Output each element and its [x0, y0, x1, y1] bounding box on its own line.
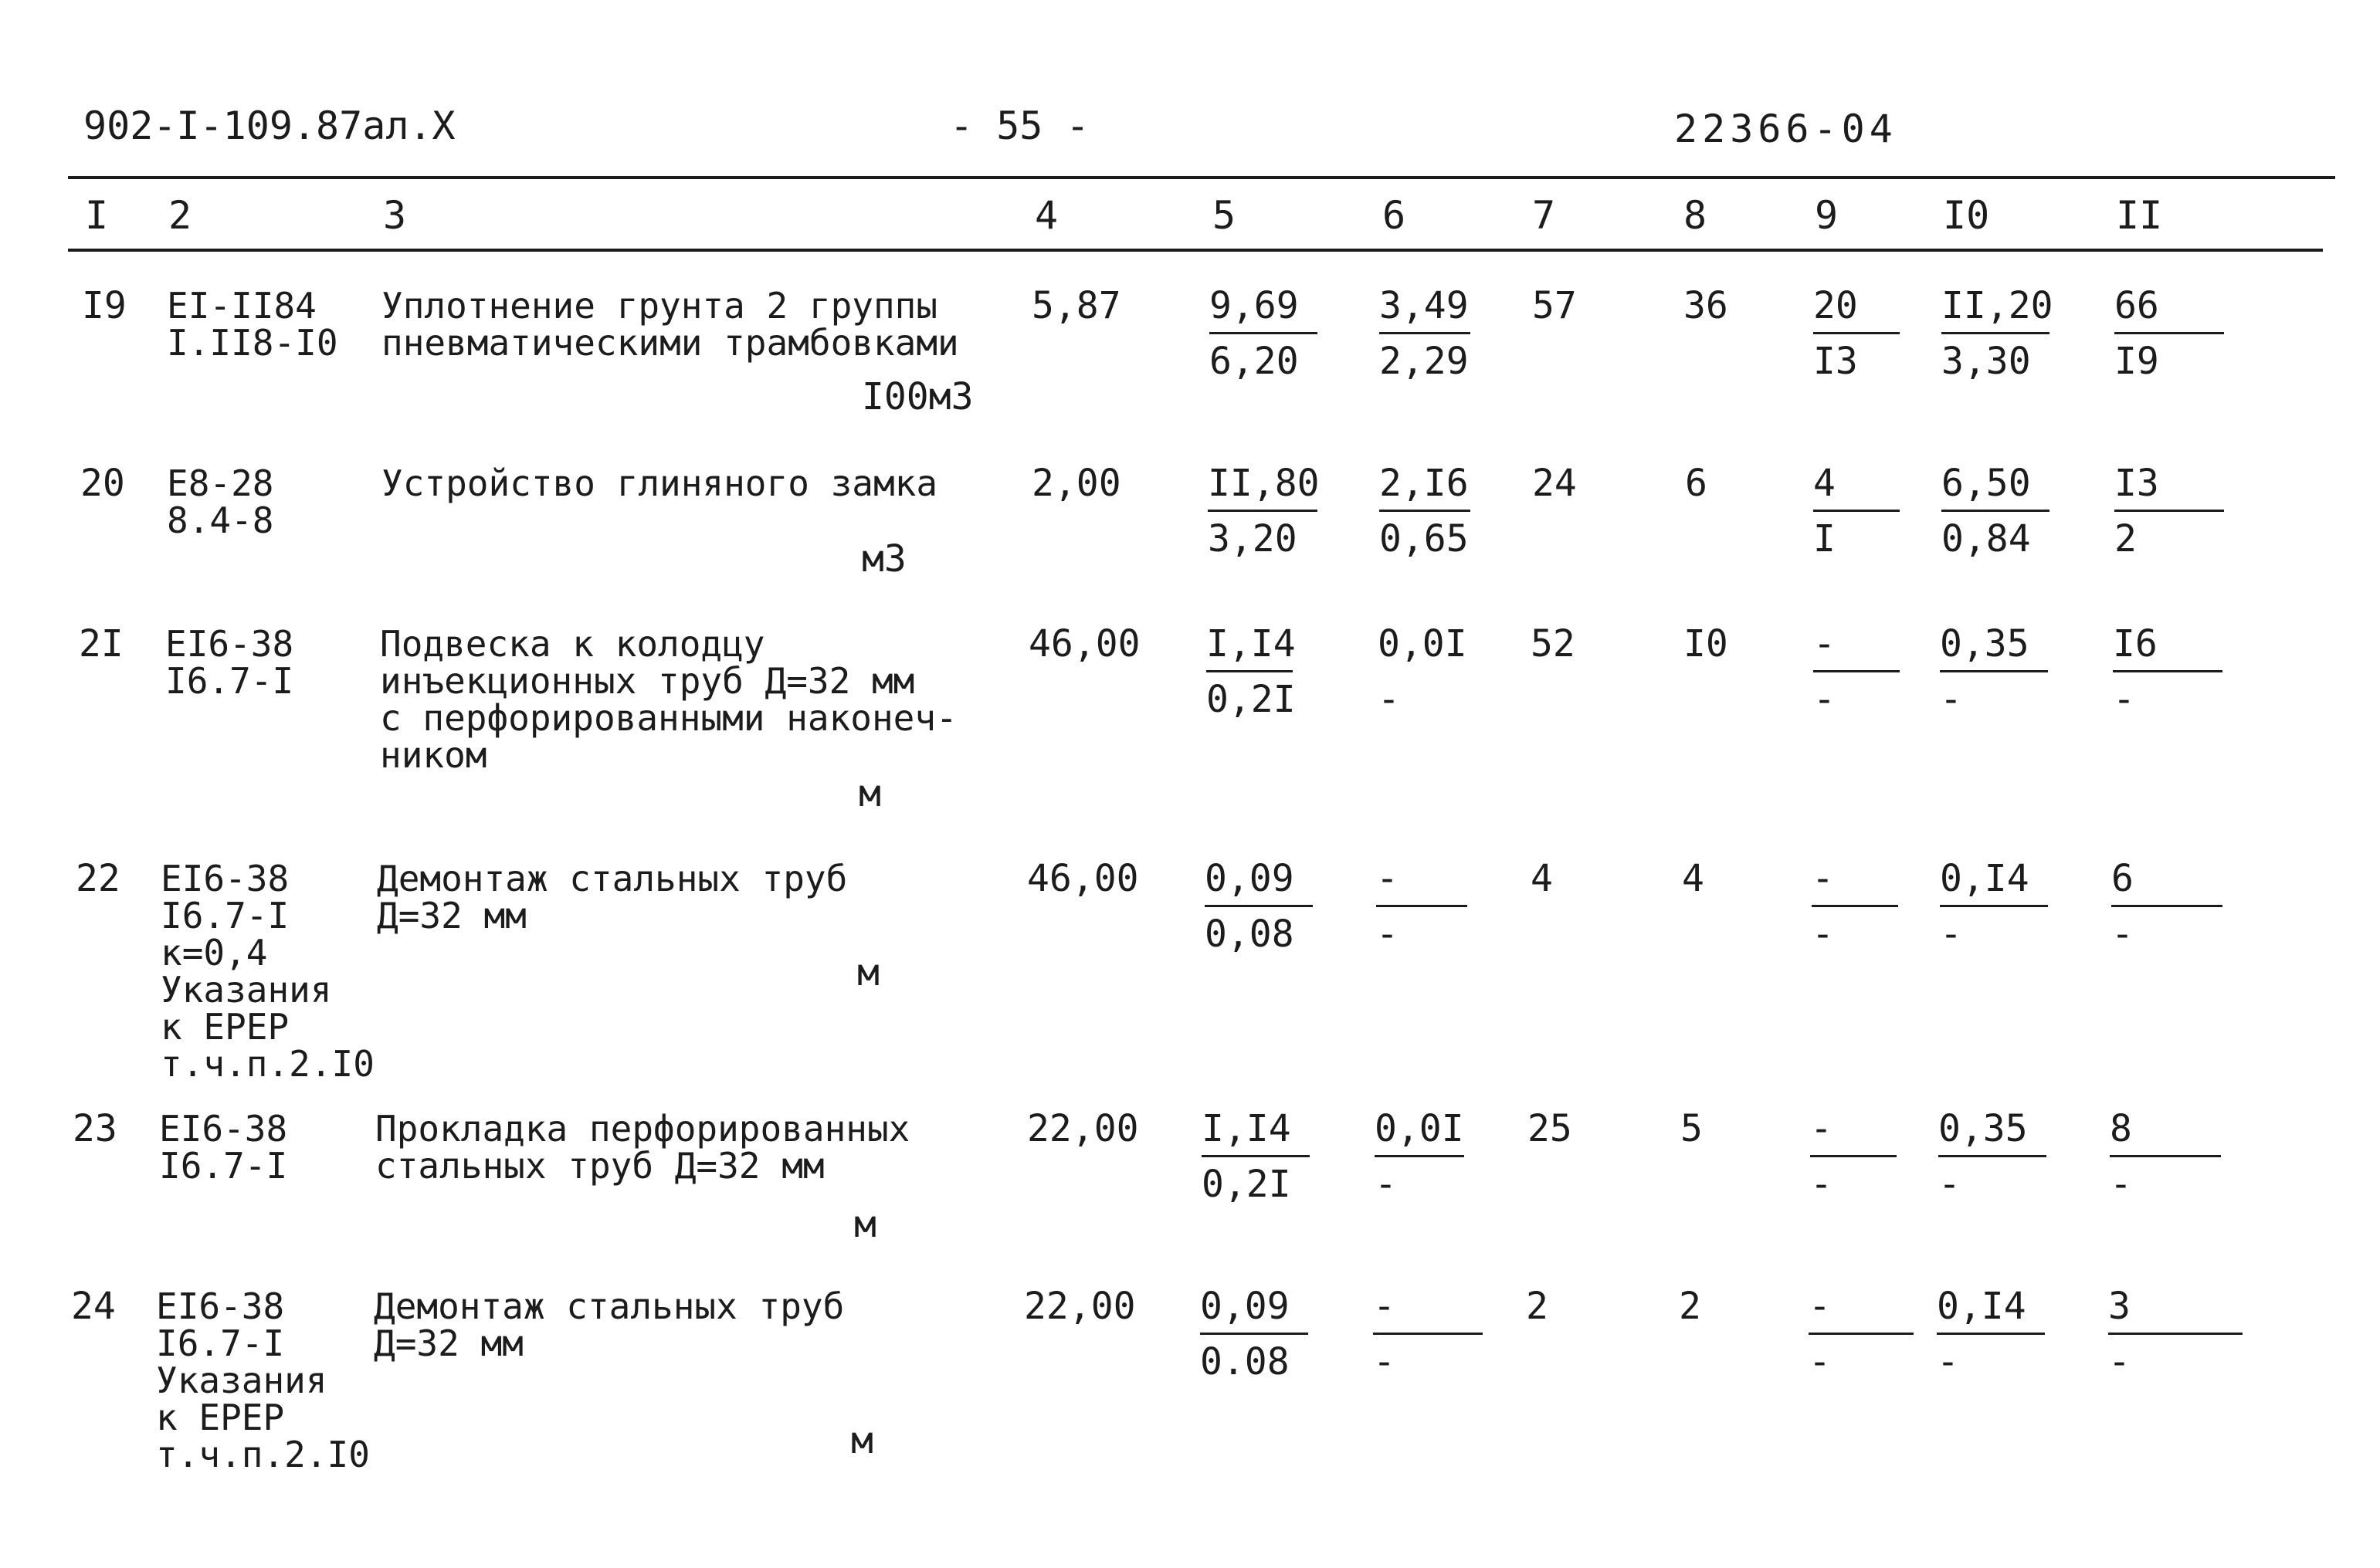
quantity-value: 46,00 [1027, 857, 1139, 900]
value-col8: 5 [1680, 1107, 1703, 1150]
fraction-top: 0,35 [1938, 1107, 2028, 1150]
fraction-bottom: - [2111, 913, 2134, 956]
fraction-bottom: - [1375, 1163, 1397, 1206]
fraction-top: I3 [2114, 462, 2159, 505]
fraction-bar [1208, 510, 1317, 512]
fraction-top: II,20 [1941, 284, 2053, 327]
work-description-line: Демонтаж стальных труб [377, 858, 848, 899]
fraction-bar [1373, 1333, 1483, 1335]
fraction-top: 66 [2114, 284, 2159, 327]
column-header: 3 [383, 193, 407, 238]
value-col8: I0 [1683, 622, 1728, 665]
fraction-bar [1941, 510, 2049, 512]
value-col8: 2 [1679, 1285, 1701, 1328]
unit-label: м [859, 772, 881, 815]
fraction-bar [1813, 670, 1900, 672]
fraction-bar [1209, 332, 1317, 334]
norm-code-line: к ЕРЕР [161, 1006, 290, 1048]
row-number: 24 [71, 1285, 116, 1328]
fraction-bar [2113, 670, 2222, 672]
fraction-top: 0,35 [1940, 622, 2029, 665]
fraction-bottom: 3,20 [1208, 517, 1297, 560]
value-col7: 2 [1526, 1285, 1548, 1328]
quantity-value: 22,00 [1024, 1285, 1136, 1328]
fraction-top: 0,0I [1375, 1107, 1464, 1150]
fraction-bottom: 2,29 [1379, 340, 1469, 383]
header-bottom-rule [68, 249, 2323, 252]
column-header: 9 [1815, 193, 1839, 238]
fraction-bar [1937, 1333, 2045, 1335]
fraction-bar [2108, 1333, 2243, 1335]
fraction-bar [1200, 1333, 1308, 1335]
row-number: I9 [82, 284, 127, 327]
fraction-top: 0,I4 [1937, 1285, 2026, 1328]
norm-code-line: Указания [156, 1360, 327, 1401]
work-description-line: Прокладка перфорированных [375, 1108, 910, 1150]
fraction-top: 20 [1813, 284, 1858, 327]
norm-code-line: I6.7-I [161, 895, 290, 936]
norm-code-line: т.ч.п.2.I0 [156, 1434, 370, 1475]
fraction-bar [1810, 1155, 1897, 1157]
unit-label: м [854, 1203, 876, 1246]
fraction-top: 0,09 [1205, 857, 1294, 900]
fraction-bar [1202, 1155, 1310, 1157]
fraction-top: - [1813, 622, 1836, 665]
fraction-top: I6 [2113, 622, 2158, 665]
fraction-bar [1379, 332, 1470, 334]
table-top-rule [68, 176, 2335, 179]
fraction-top: 0,09 [1200, 1285, 1290, 1328]
work-description-line: Подвеска к колодцу [380, 623, 765, 665]
fraction-top: 3 [2108, 1285, 2131, 1328]
quantity-value: 22,00 [1027, 1107, 1139, 1150]
sheet-code: 22366-04 [1674, 107, 1897, 151]
fraction-top: 9,69 [1209, 284, 1299, 327]
norm-code-line: к ЕРЕР [156, 1397, 285, 1438]
quantity-value: 46,00 [1029, 622, 1141, 665]
fraction-bottom: - [1937, 1340, 1959, 1383]
doc-code: 902-I-109.87ал.X [83, 103, 456, 148]
fraction-top: I,I4 [1202, 1107, 1291, 1150]
work-description-line: стальных труб Д=32 мм [375, 1145, 825, 1187]
norm-code-line: т.ч.п.2.I0 [161, 1043, 375, 1085]
norm-code-line: EI6-38 [159, 1108, 288, 1150]
column-header: 7 [1532, 193, 1556, 238]
fraction-bottom: I [1813, 517, 1836, 560]
column-header: II [2116, 193, 2163, 238]
fraction-bottom: 0.08 [1200, 1340, 1290, 1383]
column-header: 4 [1035, 193, 1059, 238]
unit-label: м [857, 951, 880, 994]
fraction-bar [2114, 332, 2224, 334]
fraction-bottom: - [1810, 1163, 1832, 1206]
work-description-line: с перфорированными наконеч- [380, 697, 958, 739]
fraction-bar [1940, 670, 2048, 672]
fraction-bottom: - [1938, 1163, 1961, 1206]
fraction-top: 6,50 [1941, 462, 2031, 505]
fraction-top: 4 [1813, 462, 1836, 505]
fraction-bottom: - [2108, 1340, 2131, 1383]
fraction-bar [1205, 905, 1313, 907]
fraction-bar [1940, 905, 2048, 907]
norm-code-line: EI-II84 [167, 285, 317, 327]
norm-code-line: 8.4-8 [167, 500, 274, 541]
column-header: I0 [1943, 193, 1990, 238]
fraction-bar [1812, 905, 1898, 907]
norm-code-line: I6.7-I [156, 1322, 285, 1364]
fraction-bottom: - [1940, 678, 1962, 721]
fraction-bottom: - [1376, 913, 1399, 956]
work-description-line: пневматическими трамбовками [381, 322, 959, 364]
value-col8: 36 [1683, 284, 1728, 327]
fraction-bar [1206, 670, 1293, 672]
fraction-bar [1938, 1155, 2046, 1157]
fraction-top: 6 [2111, 857, 2134, 900]
value-col7: 4 [1531, 857, 1553, 900]
norm-code-line: Указания [161, 969, 332, 1011]
fraction-top: 8 [2110, 1107, 2132, 1150]
column-header: 5 [1212, 193, 1236, 238]
fraction-bottom: - [2113, 678, 2135, 721]
fraction-top: - [1809, 1285, 1831, 1328]
fraction-bar [1375, 1155, 1464, 1157]
row-number: 2I [79, 622, 124, 665]
fraction-bottom: 2 [2114, 517, 2137, 560]
fraction-bar [1813, 332, 1900, 334]
value-col7: 25 [1527, 1107, 1572, 1150]
row-number: 23 [73, 1107, 117, 1150]
fraction-bar [1813, 510, 1900, 512]
fraction-top: - [1810, 1107, 1832, 1150]
fraction-top: I,I4 [1206, 622, 1296, 665]
column-header: 8 [1683, 193, 1707, 238]
fraction-top: - [1812, 857, 1834, 900]
unit-label: м [851, 1419, 873, 1462]
fraction-bottom: - [1813, 678, 1836, 721]
fraction-top: - [1373, 1285, 1395, 1328]
fraction-bottom: - [1809, 1340, 1831, 1383]
fraction-bottom: 0,65 [1379, 517, 1469, 560]
fraction-bar [2111, 905, 2222, 907]
fraction-top: 2,I6 [1379, 462, 1469, 505]
value-col8: 6 [1685, 462, 1707, 505]
fraction-bottom: 0,84 [1941, 517, 2031, 560]
work-description-line: инъекционных труб Д=32 мм [380, 660, 915, 702]
value-col7: 24 [1532, 462, 1577, 505]
fraction-top: 0,I4 [1940, 857, 2029, 900]
column-header: 6 [1382, 193, 1406, 238]
fraction-top: - [1376, 857, 1399, 900]
row-number: 20 [80, 462, 125, 505]
fraction-bar [2114, 510, 2224, 512]
work-description-line: Уплотнение грунта 2 группы [381, 285, 938, 327]
value-col8: 4 [1682, 857, 1704, 900]
work-description-line: Д=32 мм [377, 895, 527, 936]
norm-code-line: I6.7-I [159, 1145, 288, 1187]
work-description-line: Устройство глиняного замка [381, 462, 938, 504]
norm-code-line: EI6-38 [165, 623, 294, 665]
column-header: I [85, 193, 109, 238]
fraction-bar [1809, 1333, 1914, 1335]
norm-code-line: I6.7-I [165, 660, 294, 702]
value-col7: 52 [1531, 622, 1575, 665]
fraction-bottom: - [1940, 913, 1962, 956]
fraction-bottom: 0,08 [1205, 913, 1294, 956]
norm-code-line: E8-28 [167, 462, 274, 504]
fraction-top: 0,0I [1378, 622, 1467, 665]
value-col7: 57 [1532, 284, 1577, 327]
norm-code-line: к=0,4 [161, 932, 268, 974]
work-description-line: ником [380, 734, 487, 776]
unit-label: м3 [862, 537, 907, 581]
fraction-bottom: 0,2I [1206, 678, 1296, 721]
fraction-bar [1376, 905, 1467, 907]
quantity-value: 5,87 [1032, 284, 1121, 327]
norm-code-line: I.II8-I0 [167, 322, 338, 364]
fraction-bottom: 6,20 [1209, 340, 1299, 383]
fraction-bottom: 0,2I [1202, 1163, 1291, 1206]
fraction-top: 3,49 [1379, 284, 1469, 327]
fraction-bottom: I3 [1813, 340, 1858, 383]
row-number: 22 [76, 857, 120, 900]
fraction-bottom: I9 [2114, 340, 2159, 383]
fraction-bottom: 3,30 [1941, 340, 2031, 383]
fraction-bottom: - [1378, 678, 1400, 721]
quantity-value: 2,00 [1032, 462, 1121, 505]
fraction-bar [2110, 1155, 2221, 1157]
norm-code-line: EI6-38 [156, 1285, 285, 1327]
column-header: 2 [168, 193, 192, 238]
norm-code-line: EI6-38 [161, 858, 290, 899]
fraction-bar [1941, 332, 2049, 334]
fraction-bottom: - [1812, 913, 1834, 956]
work-description-line: Д=32 мм [374, 1322, 524, 1364]
work-description-line: Демонтаж стальных труб [374, 1285, 845, 1327]
fraction-bottom: - [1373, 1340, 1395, 1383]
unit-label: I00м3 [862, 375, 974, 418]
fraction-bottom: - [2110, 1163, 2132, 1206]
fraction-bar [1379, 510, 1470, 512]
page-number: - 55 - [950, 103, 1090, 148]
fraction-top: II,80 [1208, 462, 1320, 505]
